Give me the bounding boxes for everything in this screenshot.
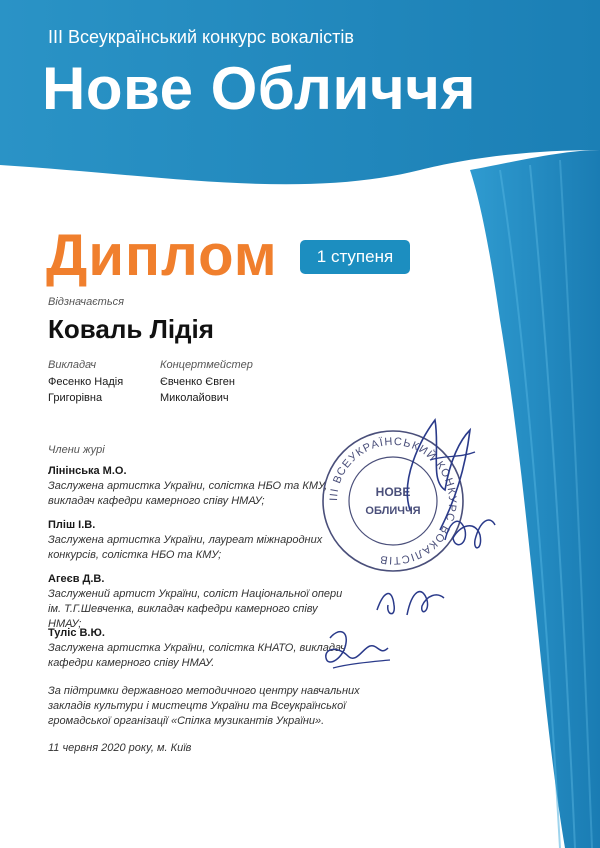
awardee-name: Коваль Лідія: [48, 314, 214, 344]
stamp-ring-text: III ВСЕУКРАЇНСЬКИЙ КОНКУРС ВОКАЛІСТІВ: [327, 435, 459, 567]
accompanist-label: Концертмейстер: [160, 359, 253, 371]
accompanist-name: Євченко Євген Миколайович: [160, 376, 236, 404]
signature-4: [318, 618, 398, 688]
issue-date: 11 червня 2020 року, м. Київ: [48, 742, 192, 754]
diploma-title: Диплом: [46, 223, 278, 288]
degree-badge: 1 ступеня: [300, 240, 410, 274]
jury-member-name: Лінінська М.О.: [48, 465, 127, 477]
jury-member: [48, 626, 348, 671]
jury-member-desc: Заслужена артистка України, лауреат міжнародних конкурсів, солістка НБО та КМУ;: [48, 534, 323, 561]
contest-subtitle: III Всеукраїнський конкурс вокалістів: [48, 27, 354, 47]
jury-member-name: Пліш І.В.: [48, 519, 96, 531]
contest-title: Нове Обличчя: [42, 55, 477, 122]
jury-member: [48, 572, 348, 632]
support-note: За підтримки державного методичного центру навчальних закладів культури і мистецтв України та Всеукраїнської громадської організації «Спілка музикантів України».: [48, 685, 360, 727]
jury-member-desc: Заслужена артистка України, солістка КНАТО, викладач кафедри камерного співу НМАУ.: [48, 642, 346, 669]
stamp-center-line1: НОВЕ: [375, 485, 411, 499]
awarded-label: Відзначається: [48, 296, 124, 308]
jury-label: Члени журі: [48, 444, 105, 456]
jury-member-name: Туліс В.Ю.: [48, 627, 105, 639]
jury-member-desc: Заслужена артистка України, солістка НБО та КМУ, викладач кафедри камерного співу НМАУ;: [48, 480, 328, 507]
jury-member: [48, 518, 348, 563]
jury-member: [48, 464, 348, 509]
teacher-name: Фесенко Надія Григорівна: [48, 376, 124, 404]
stamp-center-line2: ОБЛИЧЧЯ: [365, 505, 421, 517]
teacher-label: Викладач: [48, 359, 97, 371]
signature-2: [435, 500, 505, 560]
jury-member-desc: Заслужений артист України, соліст Національної опери ім. Т.Г.Шевченка, викладач кафедри камерного співу НМАУ;: [48, 588, 343, 630]
jury-member-name: Агеєв Д.В.: [48, 573, 105, 585]
